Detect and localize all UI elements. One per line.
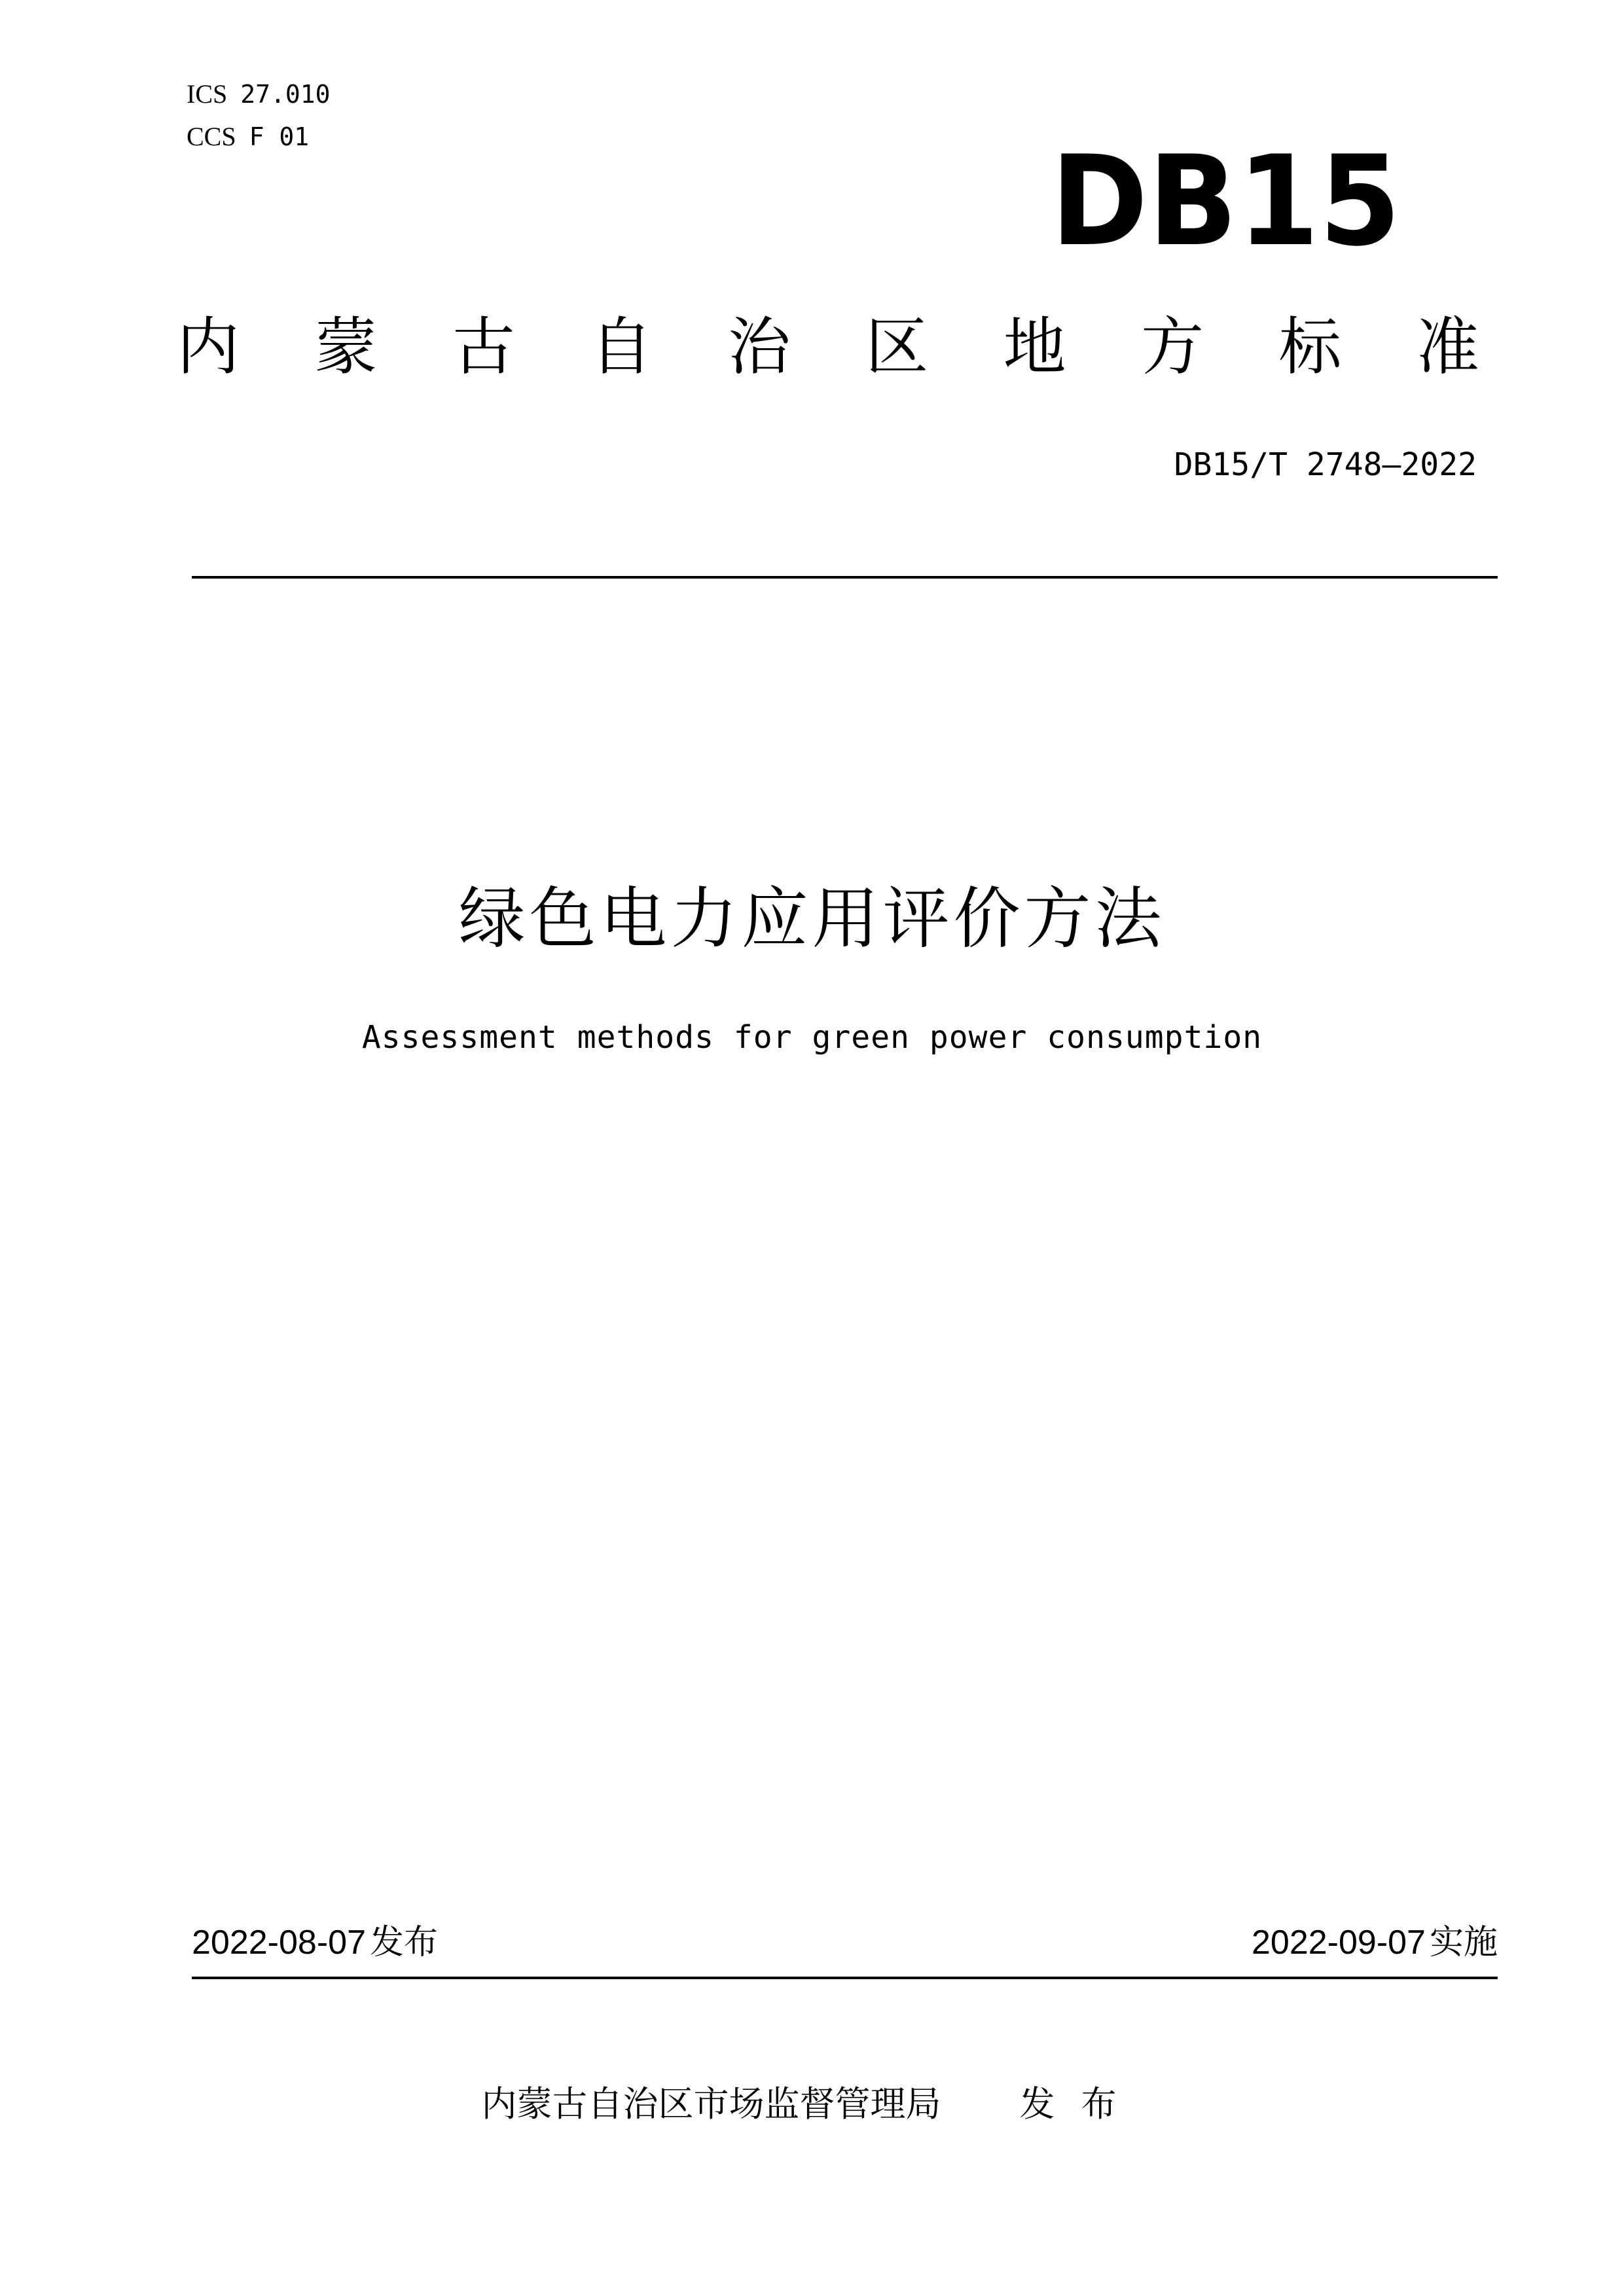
issue-date [192,1921,438,1964]
title-char: 方 [1141,310,1204,384]
implementation-date [1252,1921,1498,1964]
top-divider [192,576,1498,579]
bottom-divider [192,1977,1498,1979]
title-char: 治 [727,310,791,384]
issue-date-value: 2022-08-07 [192,1924,366,1962]
document-title-en: Assessment methods for green power consumption [361,1019,1263,1056]
title-char: 标 [1278,310,1342,384]
db15-logo [1051,129,1404,274]
publisher [0,2081,1624,2127]
title-char: 地 [1003,310,1066,384]
title-char: 内 [177,310,240,384]
ccs-label: CCS [187,122,236,151]
publisher-name: 内蒙古自治区市场监督管理局 [481,2083,941,2125]
document-title-zh: 绿色电力应用评价方法 [458,880,1166,958]
title-char: 自 [590,310,653,384]
title-char: 准 [1416,310,1479,384]
title-char: 古 [452,310,515,384]
ics-code: 27.010 [240,80,331,109]
ccs-code: F 01 [249,122,310,151]
title-char: 蒙 [314,310,378,384]
ics-label: ICS [187,79,228,109]
ics-classification [187,79,331,110]
issue-date-label: 发布 [370,1923,439,1962]
implementation-date-value: 2022-09-07 [1251,1924,1426,1962]
standard-number: DB15/T 2748—2022 [1174,446,1477,483]
ccs-classification [187,121,309,152]
standard-category-title [177,308,1479,386]
db15-logo-text: DB15 [1051,129,1401,274]
implementation-date-label: 实施 [1429,1923,1498,1962]
publisher-action: 发布 [1019,2083,1143,2125]
title-char: 区 [865,310,929,384]
